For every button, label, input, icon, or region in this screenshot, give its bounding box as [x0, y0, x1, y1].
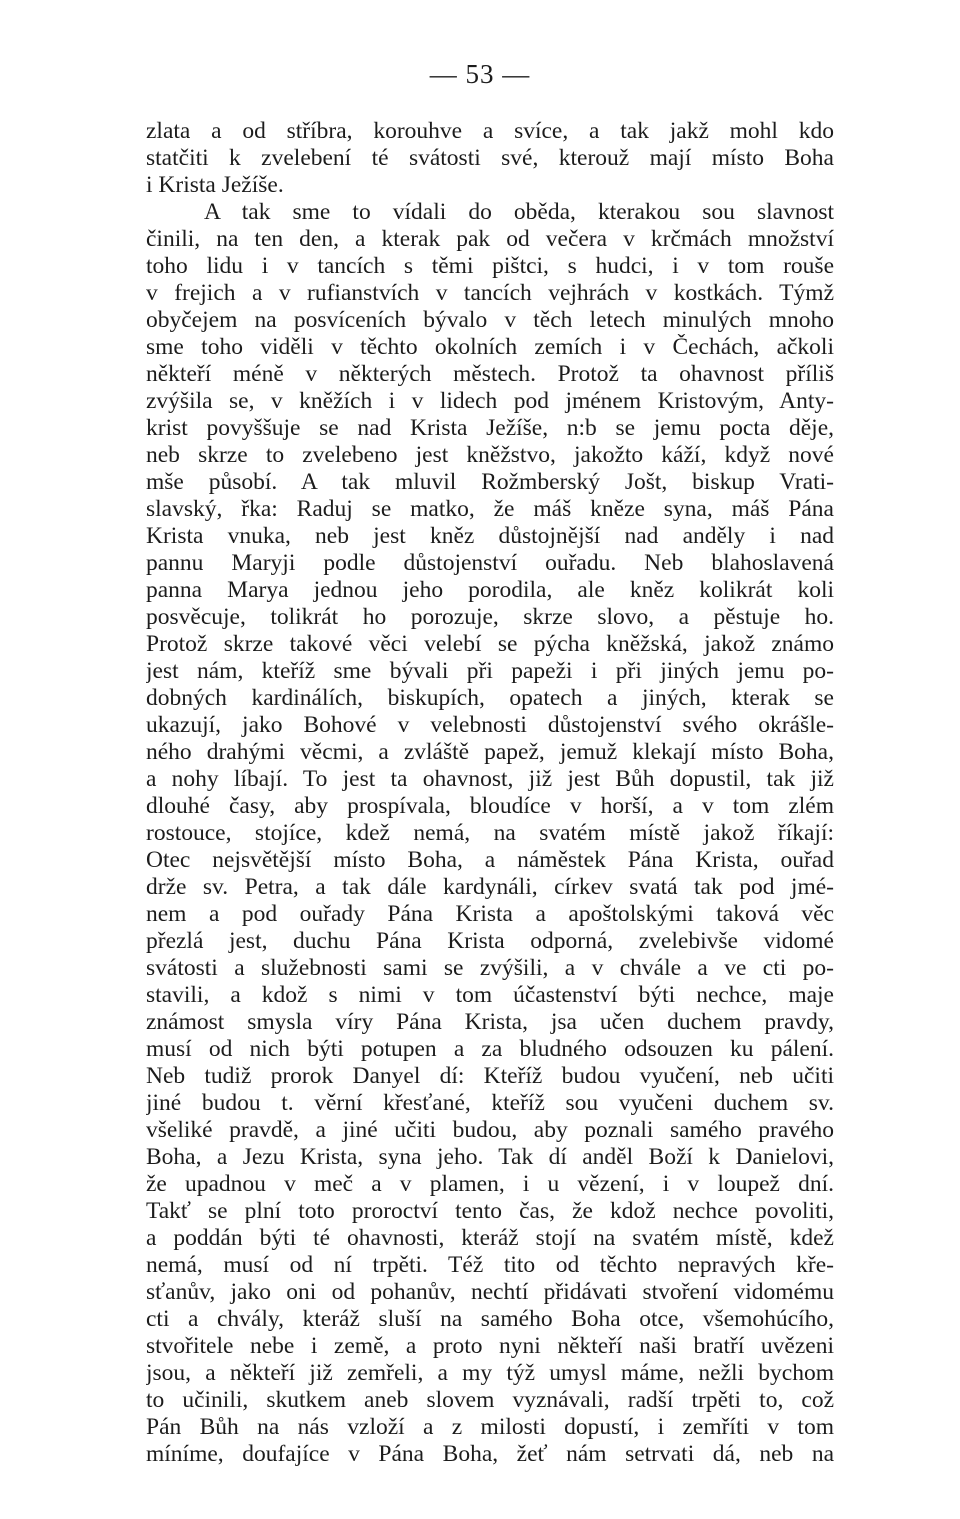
text-line: ného drahými věcmi, a zvláště papež, jemuž klekají místo Boha, [146, 739, 834, 765]
text-line: to učinili, skutkem aneb slovem vyznávali, radší trpěti to, což [146, 1387, 834, 1413]
text-line: Takť se plní toto proroctví tento čas, že kdož nechce povoliti, [146, 1198, 834, 1224]
text-line: někteří méně v některých městech. Protož ta ohavnost příliš [146, 361, 834, 387]
text-line: Neb tudiž prorok Danyel dí: Kteříž budou vyučení, neb učiti [146, 1063, 834, 1089]
text-line: rostouce, stojíce, kdež nemá, na svatém místě jakož říkají: [146, 820, 834, 846]
body-text [146, 118, 834, 1468]
text-line: Boha, a Jezu Krista, syna jeho. Tak dí anděl Boží k Danielovi, [146, 1144, 834, 1170]
text-line: toho lidu i v tancích s těmi pištci, s hudci, i v tom rouše [146, 253, 834, 279]
text-line: Krista vnuka, neb jest kněz důstojnější nad anděly i nad [146, 523, 834, 549]
text-line: všeliké pravdě, a jiné učiti budou, aby poznali samého pravého [146, 1117, 834, 1143]
text-line: Pán Bůh na nás vzloží a z milosti dopustí, i zemříti v tom [146, 1414, 834, 1440]
text-line: dobných kardinálích, biskupích, opatech a jiných, kterak se [146, 685, 834, 711]
text-line: Protož skrze takové věci velebí se pýcha kněžská, jakož známo [146, 631, 834, 657]
text-line: jest nám, kteříž sme bývali při papeži i při jiných jemu po- [146, 658, 834, 684]
text-line: přezlá jest, duchu Pána Krista odporná, zvelebivše vidomé [146, 928, 834, 954]
text-line: mše působí. A tak mluvil Rožmberský Jošt, biskup Vrati- [146, 469, 834, 495]
text-line: i Krista Ježíše. [146, 172, 284, 198]
text-line: neb skrze to zvelebeno jest kněžstvo, jakožto káží, když nové [146, 442, 834, 468]
text-line: stavili, a kdož s nimi v tom účastenství býti nechce, maje [146, 982, 834, 1008]
text-line: posvěcuje, tolikrát ho porozuje, skrze slovo, a pěstuje ho. [146, 604, 834, 630]
text-line: sťanův, jako oni od pohanův, nechtí přidávati stvoření vidomému [146, 1279, 834, 1305]
text-line: drže sv. Petra, a tak dále kardynáli, církev svatá tak pod jmé- [146, 874, 834, 900]
text-line: ukazují, jako Bohové v velebnosti důstojenství svého okrášle- [146, 712, 834, 738]
page-number: — 53 — [429, 59, 531, 89]
text-line: činili, na ten den, a kterak pak od večera v krčmách množství [146, 226, 834, 252]
text-line: míníme, doufajíce v Pána Boha, žeť nám setrvati dá, neb na [146, 1441, 834, 1467]
text-line: musí od nich býti potupen a za bludného odsouzen ku pálení. [146, 1036, 834, 1062]
text-line: cti a chvály, kteráž sluší na samého Boha otce, všemohúcího, [146, 1306, 834, 1332]
text-line: dlouhé časy, aby prospívala, bloudíce v horší, a v tom zlém [146, 793, 834, 819]
text-line: stvořitele nebe i země, a proto nyni někteří naši bratří uvězeni [146, 1333, 834, 1359]
text-line: statčiti k zvelebení té svátosti své, kterouž mají místo Boha [146, 145, 834, 171]
text-line: svátosti a služebnosti sami se zvýšili, a v chvále a ve cti po- [146, 955, 834, 981]
text-line: A tak sme to vídali do oběda, kterakou sou slavnost [204, 199, 834, 225]
text-line: známost smysla víry Pána Krista, jsa učen duchem pravdy, [146, 1009, 834, 1035]
text-line: slavský, řka: Raduj se matko, že máš kněze syna, máš Pána [146, 496, 834, 522]
text-line: nem a pod ouřady Pána Krista a apoštolskými taková věc [146, 901, 834, 927]
text-line: zvýšila se, v kněžích i v lidech pod jménem Kristovým, Anty- [146, 388, 834, 414]
text-line: a poddán býti té ohavnosti, kteráž stojí na svatém místě, kdež [146, 1225, 834, 1251]
text-line: že upadnou v meč a v plamen, i u vězení, i v loupež dní. [146, 1171, 834, 1197]
text-line: v frejich a v rufianstvích v tancích vejhrách v kostkách. Týmž [146, 280, 834, 306]
text-line: panna Marya jednou jeho porodila, ale kněz kolikrát koli [146, 577, 834, 603]
text-line: krist povyššuje se nad Krista Ježíše, n:b se jemu pocta děje, [146, 415, 834, 441]
text-line: jsou, a někteří již zemřeli, a my týž umysl máme, nežli bychom [146, 1360, 834, 1386]
text-line: zlata a od stříbra, korouhve a svíce, a tak jakž mohl kdo [146, 118, 834, 144]
text-line: sme toho viděli v těchto okolních zemích i v Čechách, ačkoli [146, 334, 834, 360]
text-line: a nohy líbají. To jest ta ohavnost, již jest Bůh dopustil, tak již [146, 766, 834, 792]
text-line: Otec nejsvětější místo Boha, a náměstek Pána Krista, ouřad [146, 847, 834, 873]
text-line: nemá, musí od ní trpěti. Též tito od těchto nepravých kře- [146, 1252, 834, 1278]
text-line: jiné budou t. věrní křesťané, kteříž sou vyučeni duchem sv. [146, 1090, 834, 1116]
text-line: obyčejem na posvíceních bývalo v těch letech minulých mnoho [146, 307, 834, 333]
text-line: pannu Maryji podle důstojenství ouřadu. Neb blahoslavená [146, 550, 834, 576]
